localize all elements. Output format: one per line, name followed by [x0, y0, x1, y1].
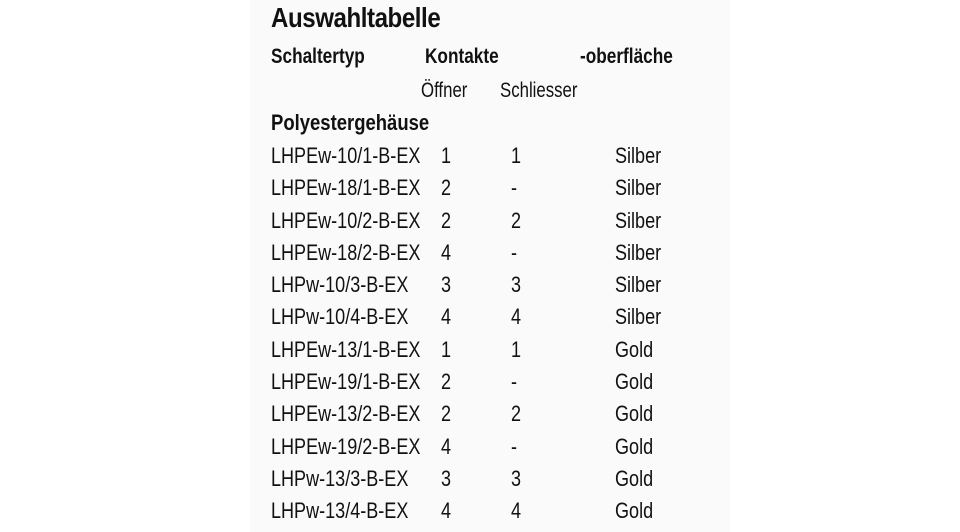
cell-contact-surface: Gold: [615, 498, 654, 524]
cell-closer-count: 4: [511, 498, 522, 524]
cell-closer-count: 4: [511, 304, 522, 330]
cell-opener-count: 4: [441, 498, 452, 524]
subheader-opener: Öffner: [421, 79, 468, 102]
cell-switch-type: LHPEw-18/1-B-EX: [271, 175, 421, 201]
table-row: [0, 465, 960, 497]
section-heading: Polyestergehäuse: [271, 110, 430, 135]
table-row: [0, 271, 960, 303]
table-row: [0, 400, 960, 432]
selection-table: [0, 142, 960, 530]
table-row: [0, 336, 960, 368]
cell-closer-count: 3: [511, 465, 522, 491]
cell-switch-type: LHPEw-13/2-B-EX: [271, 401, 421, 427]
cell-opener-count: 4: [441, 433, 452, 459]
cell-opener-count: 1: [441, 336, 452, 362]
cell-opener-count: 3: [441, 272, 452, 298]
header-switch-type: Schaltertyp: [271, 45, 365, 68]
table-row: [0, 239, 960, 271]
cell-opener-count: 1: [441, 143, 452, 168]
table-row: [0, 303, 960, 335]
table-row: [0, 497, 960, 529]
cell-switch-type: LHPw-13/3-B-EX: [271, 465, 409, 491]
header-contacts: Kontakte: [425, 45, 499, 68]
cell-switch-type: LHPw-10/4-B-EX: [271, 304, 409, 330]
table-row: [0, 142, 960, 174]
cell-switch-type: LHPEw-10/2-B-EX: [271, 207, 421, 233]
cell-contact-surface: Gold: [615, 336, 654, 362]
cell-contact-surface: Silber: [615, 175, 662, 201]
header-surface: -oberfläche: [580, 45, 673, 68]
cell-opener-count: 4: [441, 239, 452, 265]
cell-contact-surface: Silber: [615, 239, 662, 265]
cell-opener-count: 2: [441, 401, 452, 427]
cell-contact-surface: Gold: [615, 401, 654, 427]
table-row: [0, 174, 960, 206]
cell-closer-count: 1: [511, 336, 522, 362]
cell-closer-count: -: [511, 369, 518, 395]
cell-contact-surface: Gold: [615, 369, 654, 395]
cell-switch-type: LHPEw-19/1-B-EX: [271, 369, 421, 395]
cell-contact-surface: Silber: [615, 207, 662, 233]
cell-opener-count: 2: [441, 175, 452, 201]
table-row: [0, 207, 960, 239]
cell-opener-count: 2: [441, 369, 452, 395]
cell-closer-count: 1: [511, 143, 522, 168]
cell-closer-count: -: [511, 239, 518, 265]
cell-closer-count: -: [511, 433, 518, 459]
cell-contact-surface: Silber: [615, 304, 662, 330]
cell-contact-surface: Silber: [615, 143, 662, 168]
cell-contact-surface: Gold: [615, 433, 654, 459]
cell-switch-type: LHPw-10/3-B-EX: [271, 272, 409, 298]
cell-closer-count: 2: [511, 207, 522, 233]
cell-switch-type: LHPEw-13/1-B-EX: [271, 336, 421, 362]
cell-contact-surface: Gold: [615, 465, 654, 491]
subheader-closer: Schliesser: [500, 79, 578, 102]
cell-switch-type: LHPEw-10/1-B-EX: [271, 143, 421, 168]
table-row: [0, 433, 960, 465]
cell-closer-count: 3: [511, 272, 522, 298]
cell-switch-type: LHPEw-18/2-B-EX: [271, 239, 421, 265]
cell-contact-surface: Silber: [615, 272, 662, 298]
cell-closer-count: 2: [511, 401, 522, 427]
cell-opener-count: 4: [441, 304, 452, 330]
page-title: Auswahltabelle: [271, 2, 441, 33]
cell-opener-count: 3: [441, 465, 452, 491]
cell-switch-type: LHPEw-19/2-B-EX: [271, 433, 421, 459]
table-row: [0, 368, 960, 400]
cell-closer-count: -: [511, 175, 518, 201]
cell-opener-count: 2: [441, 207, 452, 233]
cell-switch-type: LHPw-13/4-B-EX: [271, 498, 409, 524]
